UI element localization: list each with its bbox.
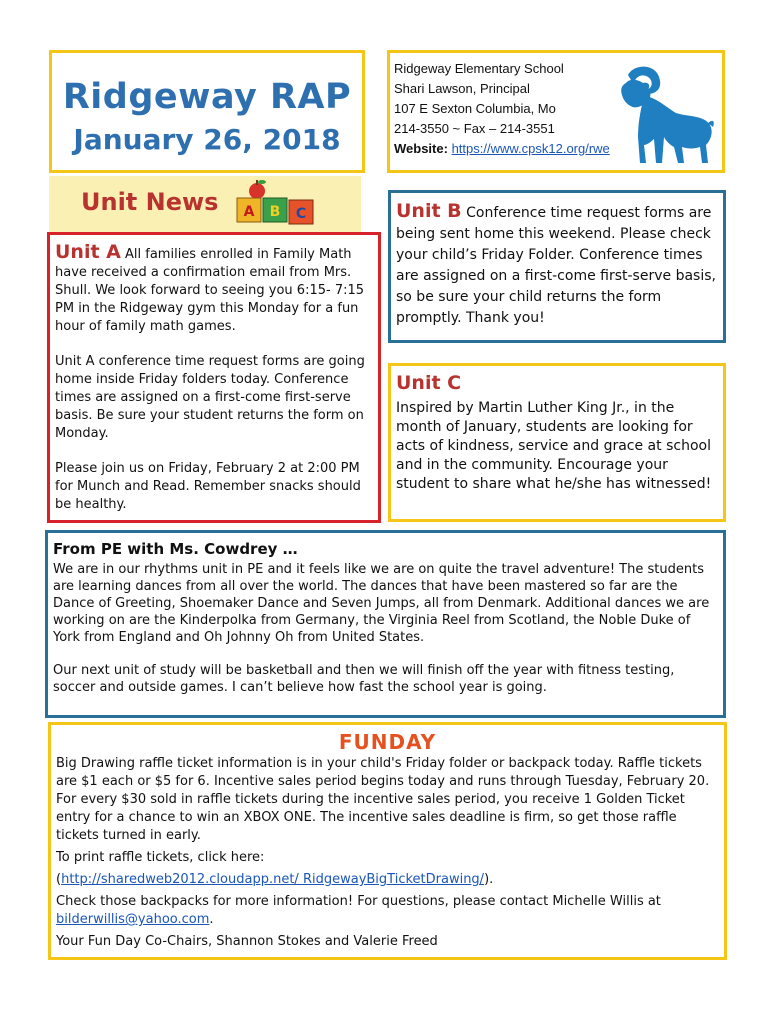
unit-news-banner [49,176,361,232]
school-name: Ridgeway Elementary School [394,61,564,76]
apple-abc-blocks-icon [233,178,319,230]
unit-b-heading: Unit B [396,200,462,222]
phone-fax: 214-3550 ~ Fax – 214-3551 [394,121,555,136]
unit-a-p3: Please join us on Friday, February 2 at 2:00 PM for Munch and Read. Remember snacks should be healthy. [55,461,361,512]
principal: Shari Lawson, Principal [394,81,530,96]
funday-p3 [56,893,719,929]
funday-box [48,722,727,960]
unit-c-box [388,363,726,522]
email-period: . [209,912,214,927]
unit-a-box [47,232,381,523]
school-info-box [387,50,725,173]
unit-a-p2: Unit A conference time request forms are going home inside Friday folders today. Conference times are assigned on a first-come first-serve basis. Be sure your student returns the form on Monday. [55,354,365,441]
newsletter-date: January 26, 2018 [73,123,341,156]
funday-title: FUNDAY [338,730,437,754]
school-info [394,59,610,159]
address: 107 E Sexton Columbia, Mo [394,101,556,116]
unit-a-heading: Unit A [55,241,121,263]
pe-heading: From PE with Ms. Cowdrey … [53,540,298,558]
website-link[interactable]: https://www.cpsk12.org/rwe [451,141,610,156]
pe-p2: Our next unit of study will be basketball and then we will finish off the year with fitness testing, soccer and outside games. I can’t believe how fast the school year is going. [53,663,675,695]
unit-news-title: Unit News [81,188,219,216]
funday-p3-text: Check those backpacks for more information! For questions, please contact Michelle Willis at [56,894,661,909]
block-letter-c: C [295,206,307,222]
newsletter-title: Ridgeway RAP [62,77,352,117]
email-link[interactable]: bilderwillis@yahoo.com [56,912,210,927]
website-line [394,139,610,159]
funday-p4: Your Fun Day Co-Chairs, Shannon Stokes and Valerie Freed [56,934,438,949]
raffle-ticket-link[interactable]: http://sharedweb2012.cloudapp.net/ RidgewayBigTicketDrawing/ [61,872,485,887]
unit-b-text: Conference time request forms are being sent home this weekend. Please check your child’s Friday Folder. Conference times are assigned on a first-come first-serve basis, so be sure your child returns the form promptly. Thank you! [396,205,716,326]
block-letter-a: A [243,204,255,220]
block-letter-b: B [269,204,281,220]
link-close-paren: ). [484,872,494,887]
ram-mascot-icon [616,61,716,166]
unit-c-heading: Unit C [396,372,462,394]
title-box [49,50,365,173]
link-open-paren: ( [56,872,62,887]
website-label: Website: [394,141,448,156]
unit-a-p1 [55,243,372,336]
funday-p1: Big Drawing raffle ticket information is in your child's Friday folder or backpack today. Raffle tickets are $1 each or $5 for 6. Incentive sales period begins today and runs through Tuesday, February 20. For every $30 sold in raffle tickets during the incentive sales period, you receive 1 Golden Ticket entry for a chance to win an XBOX ONE. The incentive sales deadline is firm, so get those raffle tickets turned in early. [56,756,710,843]
unit-b-box [388,190,726,343]
unit-c-text: Inspired by Martin Luther King Jr., in the month of January, students are looking for acts of kindness, service and grace at school and in the community. Encourage your student to share what he/she has witnessed! [396,400,712,492]
funday-link-line [56,871,719,889]
funday-p2: To print raffle tickets, click here: [56,850,265,865]
pe-p1: We are in our rhythms unit in PE and it feels like we are on quite the travel adventure! The students are learning dances from all over the world. The dances that have been mastered so far are the Dance of Greeting, Shoemaker Dance and Seven Jumps, all from Denmark. Additional dances we are working on are the Kinderpolka from Germany, the Virginia Reel from Scotland, the Noble Duke of York from England and Oh Johnny Oh from United States. [53,562,710,645]
pe-box [45,530,726,718]
unit-a-p1-text: All families enrolled in Family Math have received a confirmation email from Mrs. Shull. We look forward to seeing you 6:15- 7:15 PM in the Ridgeway gym this Monday for a fun hour of family math games. [55,247,365,334]
